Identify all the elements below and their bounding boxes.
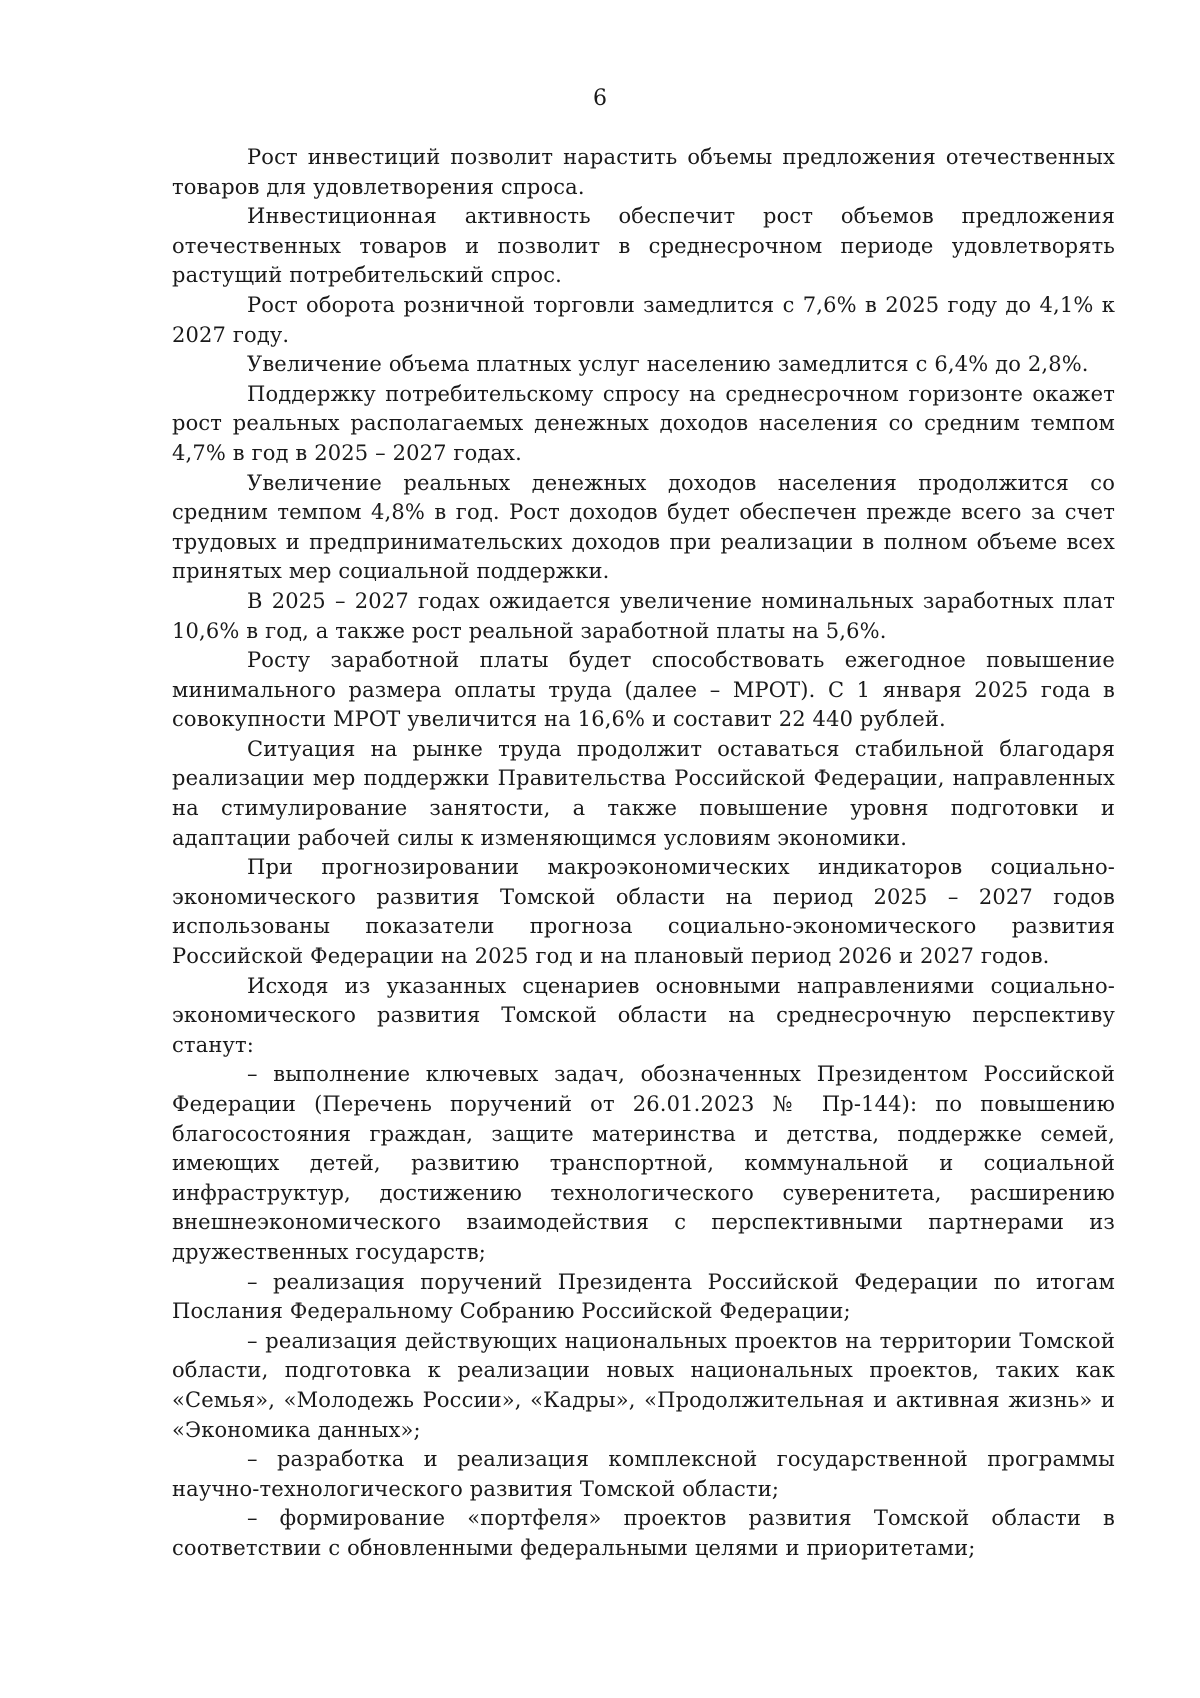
paragraph: Ситуация на рынке труда продолжит оставаться стабильной благодаря реализации мер поддержки Правительства Российской Федерации, направленных на стимулирование занятости, а также повышение уровня подготовки и адаптации рабочей силы к изменяющимся условиям экономики. [172,736,1115,850]
list-item: – реализация поручений Президента Российской Федерации по итогам Послания Федеральному Собранию Российской Федерации; [172,1269,1115,1324]
paragraph: Рост оборота розничной торговли замедлится с 7,6% в 2025 году до 4,1% к 2027 году. [172,292,1115,347]
paragraph: Поддержку потребительскому спросу на среднесрочном горизонте окажет рост реальных располагаемых денежных доходов населения со средним темпом 4,7% в год в 2025 – 2027 годах. [172,381,1115,465]
list-item: – формирование «портфеля» проектов развития Томской области в соответствии с обновленными федеральными целями и приоритетами; [172,1506,1115,1560]
document-body [172,143,1115,1564]
list-item: – реализация действующих национальных проектов на территории Томской области, подготовка к реализации новых национальных проектов, таких как «Семья», «Молодежь России», «Кадры», «Продолжительная и активная жизнь» и «Экономика данных»; [172,1328,1115,1442]
paragraph: Увеличение реальных денежных доходов населения продолжится со средним темпом 4,8% в год. Рост доходов будет обеспечен прежде всего за счет трудовых и предпринимательских доходов при реализации в полном объеме всех принятых мер социальной поддержки. [172,470,1115,584]
list-item: – разработка и реализация комплексной государственной программы научно-технологического развития Томской области; [172,1447,1115,1501]
paragraph: При прогнозировании макроэкономических индикаторов социально-экономического развития Томской области на период 2025 – 2027 годов использованы показатели прогноза социально-экономического развития Российской Федерации на 2025 год и на плановый период 2026 и 2027 годов. [172,855,1115,969]
paragraph: В 2025 – 2027 годах ожидается увеличение номинальных заработных плат 10,6% в год, а также рост реальной заработной платы на 5,6%. [172,588,1115,643]
list-item: – выполнение ключевых задач, обозначенных Президентом Российской Федерации (Перечень поручений от 26.01.2023 № Пр-144): по повышению благосостояния граждан, защите материнства и детства, поддержке семей, имеющих детей, развитию транспортной, коммунальной и социальной инфраструктур, достижению технологического суверенитета, расширению внешнеэкономического взаимодействия с перспективными партнерами из дружественных государств; [172,1062,1115,1264]
page-number: 6 [593,86,607,111]
paragraph: Увеличение объема платных услуг населению замедлится с 6,4% до 2,8%. [247,352,1089,377]
paragraph: Рост инвестиций позволит нарастить объемы предложения отечественных товаров для удовлетворения спроса. [172,145,1115,199]
paragraph: Инвестиционная активность обеспечит рост объемов предложения отечественных товаров и позволит в среднесрочном периоде удовлетворять растущий потребительский спрос. [172,204,1115,288]
paragraph: Исходя из указанных сценариев основными направлениями социально-экономического развития Томской области на среднесрочную перспективу станут: [172,973,1115,1057]
paragraph: Росту заработной платы будет способствовать ежегодное повышение минимального размера оплаты труда (далее – МРОТ). С 1 января 2025 года в совокупности МРОТ увеличится на 16,6% и составит 22 440 рублей. [172,648,1115,732]
